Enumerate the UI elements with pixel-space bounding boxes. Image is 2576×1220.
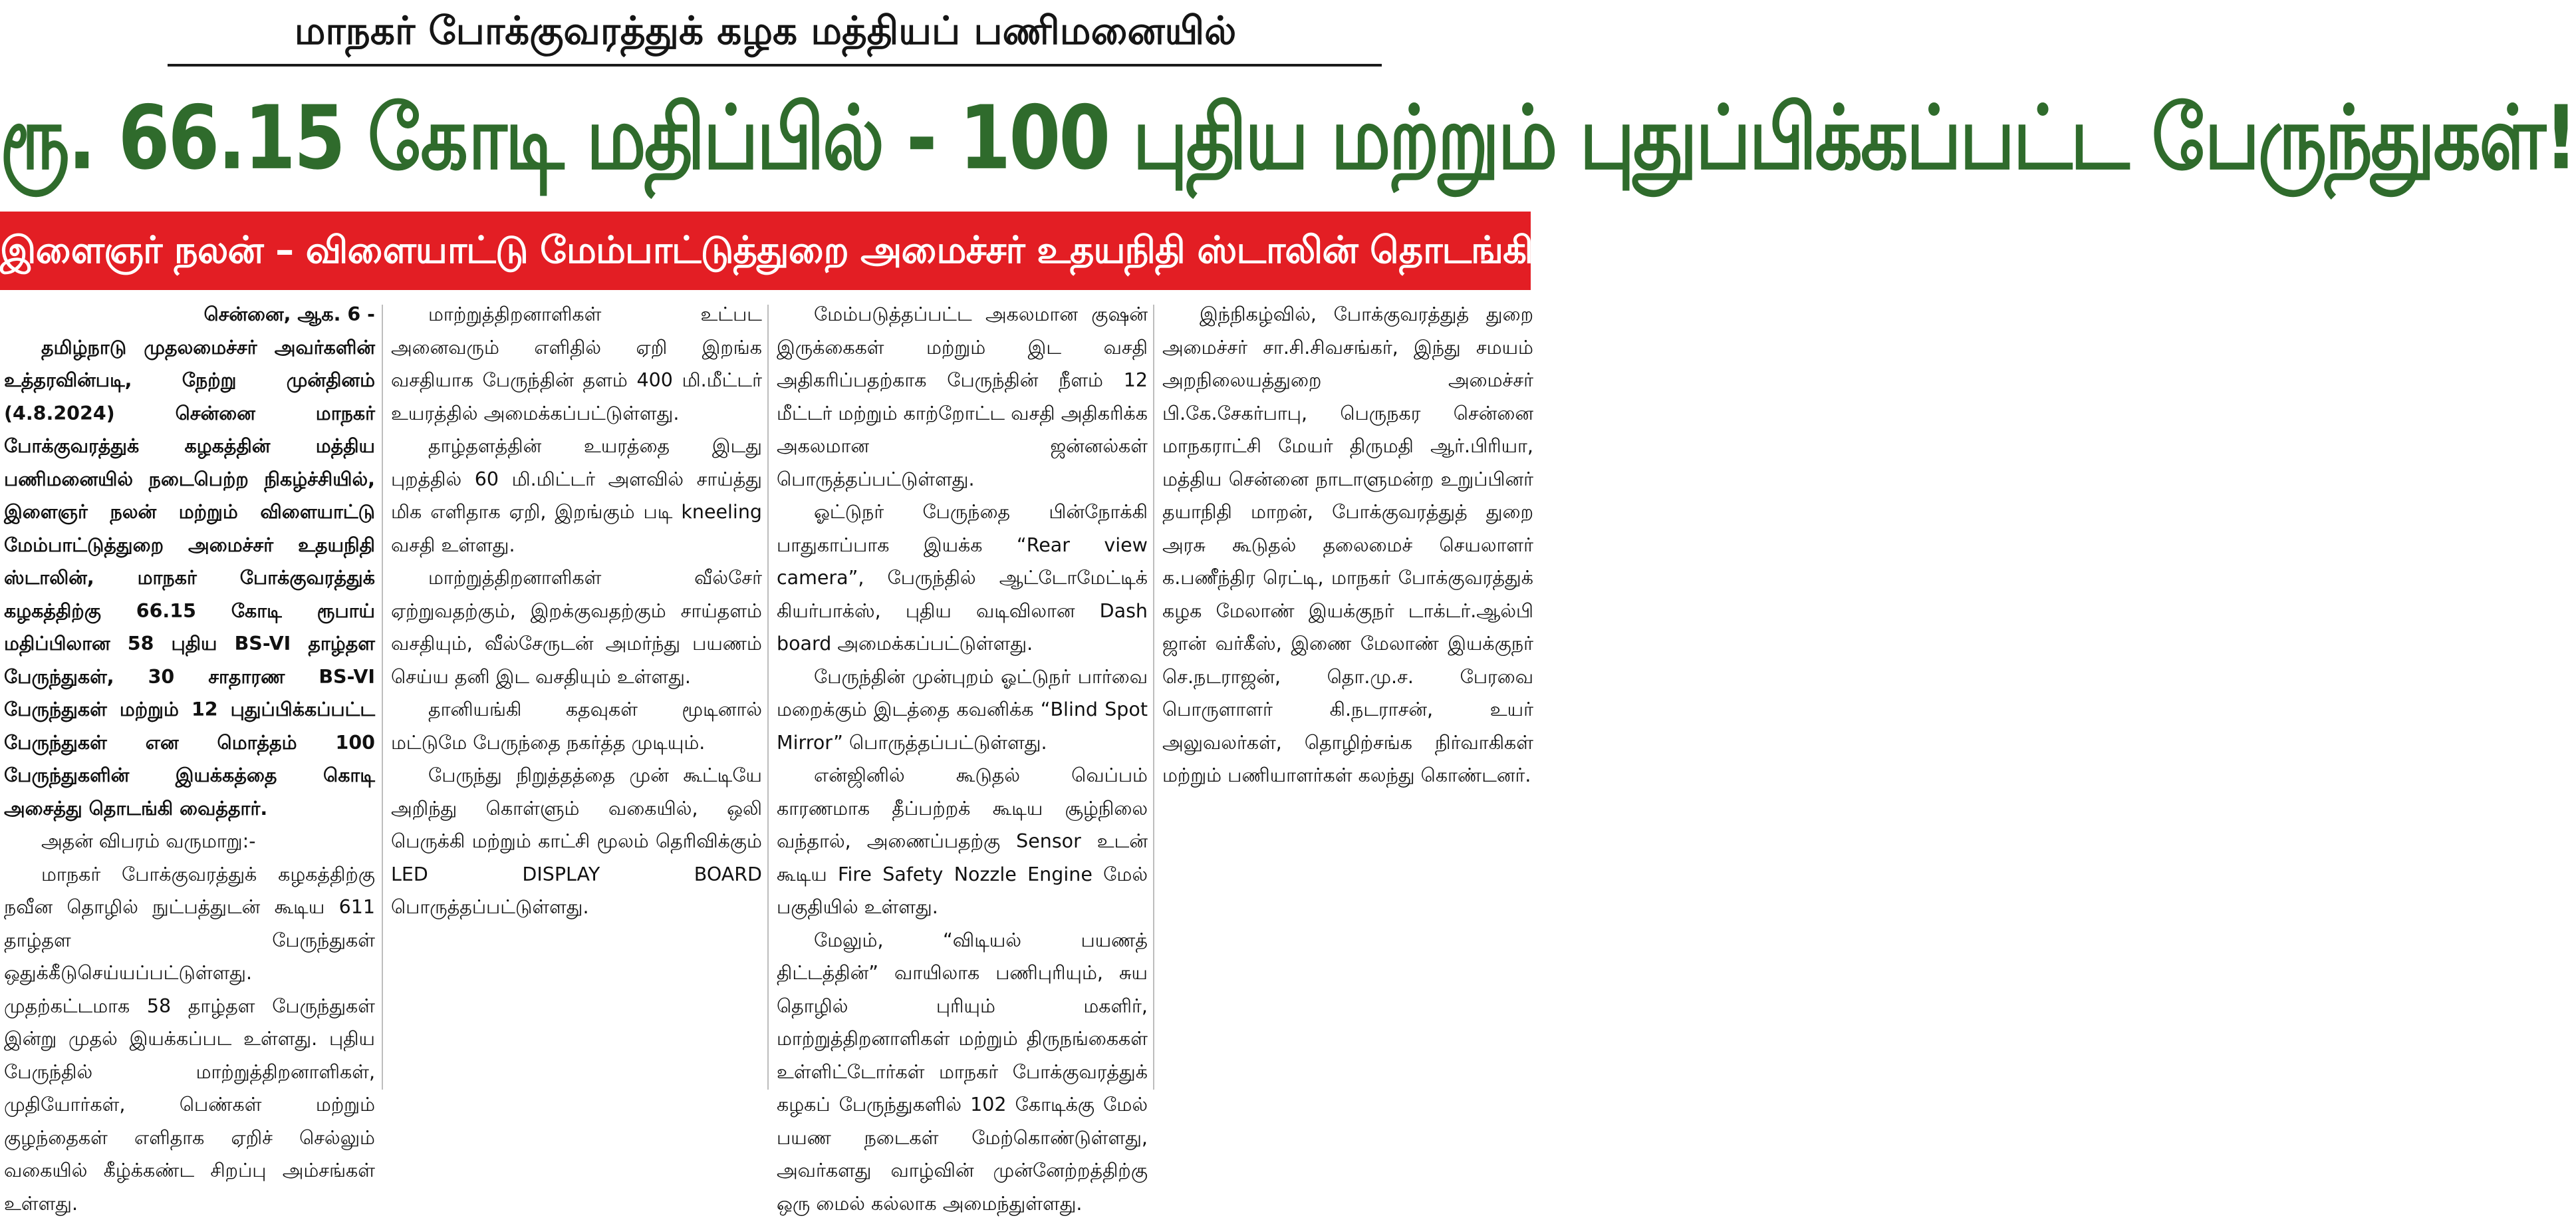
paragraph-2: மாற்றுத்திறனாளிகள் உட்பட அனைவரும் எளிதில் ஏறி இறங்க வசதியாக பேருந்தின் தளம் 400 மி.மீட்டர் உயரத்தில் அமைக்கப்பட்டுள்ளது. [391,298,762,430]
column-divider [767,305,769,1090]
lead-paragraph: தமிழ்நாடு முதலமைச்சர் அவர்களின் உத்தரவின்படி, நேற்று முன்தினம் (4.8.2024) சென்னை மாநகர் போக்குவரத்துக் கழகத்தின் மத்திய பணிமனையில் நடைபெற்ற நிகழ்ச்சியில், இளைஞர் நலன் மற்றும் விளையாட்டு மேம்பாட்டுத்துறை அமைச்சர் உதயநிதி ஸ்டாலின், மாநகர் போக்குவரத்துக் கழகத்திற்கு 66.15 கோடி ரூபாய் மதிப்பிலான 58 புதிய BS-VI தாழ்தள பேருந்துகள், 30 சாதாரண BS-VI பேருந்துகள் மற்றும் 12 புதுப்பிக்கப்பட்ட பேருந்துகள் என மொத்தம் 100 பேருந்துகளின் இயக்கத்தை கொடி அசைத்து தொடங்கி வைத்தார். [4,331,375,826]
kicker-heading: மாநகர் போக்குவரத்துக் கழக மத்தியப் பணிமனையில் [0,0,1531,61]
paragraph-8: ஓட்டுநர் பேருந்தை பின்நோக்கி பாதுகாப்பாக இயக்க “Rear view camera”, பேருந்தில் ஆட்டோமேட்டிக் கியர்பாக்ஸ், புதிய வடிவிலான Dash board அமைக்கப்பட்டுள்ளது. [777,496,1148,661]
column-4 [1162,298,1533,1094]
dateline: சென்னை, ஆக. 6 - [4,298,375,331]
paragraph-12: இந்நிகழ்வில், போக்குவரத்துத் துறை அமைச்சர் சா.சி.சிவசங்கர், இந்து சமயம் அறநிலையத்துறை அமைச்சர் பி.கே.சேகர்பாபு, பெருநகர சென்னை மாநகராட்சி மேயர் திருமதி ஆர்.பிரியா, மத்திய சென்னை நாடாளுமன்ற உறுப்பினர் தயாநிதி மாறன், போக்குவரத்துத் துறை அரசு கூடுதல் தலைமைச் செயலாளர் க.பணீந்திர ரெட்டி, மாநகர் போக்குவரத்துக் கழக மேலாண் இயக்குநர் டாக்டர்.ஆல்பி ஜான் வர்கீஸ், இணை மேலாண் இயக்குநர் செ.நடராஜன், தொ.மு.ச. பேரவை பொருளாளர் கி.நடராசன், உயர் அலுவலர்கள், தொழிற்சங்க நிர்வாகிகள் மற்றும் பணியாளர்கள் கலந்து கொண்டனர். [1162,298,1533,792]
column-1 [4,298,375,1094]
paragraph-10: என்ஜினில் கூடுதல் வெப்பம் காரணமாக தீப்பற்றக் கூடிய சூழ்நிலை வந்தால், அணைப்பதற்கு Sensor உடன் கூடிய Fire Safety Nozzle Engine மேல் பகுதியில் உள்ளது. [777,759,1148,924]
paragraph-1: மாநகர் போக்குவரத்துக் கழகத்திற்கு நவீன தொழில் நுட்பத்துடன் கூடிய 611 தாழ்தள பேருந்துகள் ஒதுக்கீடுசெய்யப்பட்டுள்ளது. முதற்கட்டமாக 58 தாழ்தள பேருந்துகள் இன்று முதல் இயக்கப்பட உள்ளது. புதிய பேருந்தில் மாற்றுத்திறனாளிகள், முதியோர்கள், பெண்கள் மற்றும் குழந்தைகள் எளிதாக ஏறிச் செல்லும் வகையில் கீழ்க்கண்ட சிறப்பு அம்சங்கள் உள்ளது. [4,858,375,1220]
article-columns [0,298,1531,1095]
column-3 [777,298,1148,1094]
column-2 [391,298,762,1094]
red-subheadline-banner: இளைஞர் நலன் – விளையாட்டு மேம்பாட்டுத்துறை அமைச்சர் உதயநிதி ஸ்டாலின் தொடங்கி வைத்தார்! [0,212,1531,290]
column-divider [1153,305,1154,1090]
paragraph-4: மாற்றுத்திறனாளிகள் வீல்சேர் ஏற்றுவதற்கும், இறக்குவதற்கும் சாய்தளம் வசதியும், வீல்சேருடன் அமர்ந்து பயணம் செய்ய தனி இட வசதியும் உள்ளது. [391,561,762,693]
paragraph-6: பேருந்து நிறுத்தத்தை முன் கூட்டியே அறிந்து கொள்ளும் வகையில், ஒலி பெருக்கி மற்றும் காட்சி மூலம் தெரிவிக்கும் LED DISPLAY BOARD பொருத்தப்பட்டுள்ளது. [391,759,762,924]
paragraph-7: மேம்படுத்தப்பட்ட அகலமான குஷன் இருக்கைகள் மற்றும் இட வசதி அதிகரிப்பதற்காக பேருந்தின் நீளம் 12 மீட்டர் மற்றும் காற்றோட்ட வசதி அதிகரிக்க அகலமான ஜன்னல்கள் பொருத்தப்பட்டுள்ளது. [777,298,1148,496]
paragraph-5: தானியங்கி கதவுகள் மூடினால் மட்டுமே பேருந்தை நகர்த்த முடியும். [391,693,762,759]
paragraph-9: பேருந்தின் முன்புறம் ஓட்டுநர் பார்வை மறைக்கும் இடத்தை கவனிக்க “Blind Spot Mirror” பொருத்தப்பட்டுள்ளது. [777,661,1148,760]
paragraph-11: மேலும், “விடியல் பயணத் திட்டத்தின்” வாயிலாக பணிபுரியும், சுய தொழில் புரியும் மகளிர், மாற்றுத்திறனாளிகள் மற்றும் திருநங்கைகள் உள்ளிட்டோர்கள் மாநகர் போக்குவரத்துக் கழகப் பேருந்துகளில் 102 கோடிக்கு மேல் பயண நடைகள் மேற்கொண்டுள்ளது, அவர்களது வாழ்வின் முன்னேற்றத்திற்கு ஒரு மைல் கல்லாக அமைந்துள்ளது. [777,924,1148,1220]
intro-line: அதன் விபரம் வருமாறு:- [4,825,375,858]
column-divider [382,305,383,1090]
main-headline: ரூ. 66.15 கோடி மதிப்பில் - 100 புதிய மற்றும் புதுப்பிக்கப்பட்ட பேருந்துகள்! [0,60,1531,217]
paragraph-3: தாழ்தளத்தின் உயரத்தை இடது புறத்தில் 60 மி.மிட்டர் அளவில் சாய்த்து மிக எளிதாக ஏறி, இறங்கும் படி kneeling வசதி உள்ளது. [391,430,762,561]
